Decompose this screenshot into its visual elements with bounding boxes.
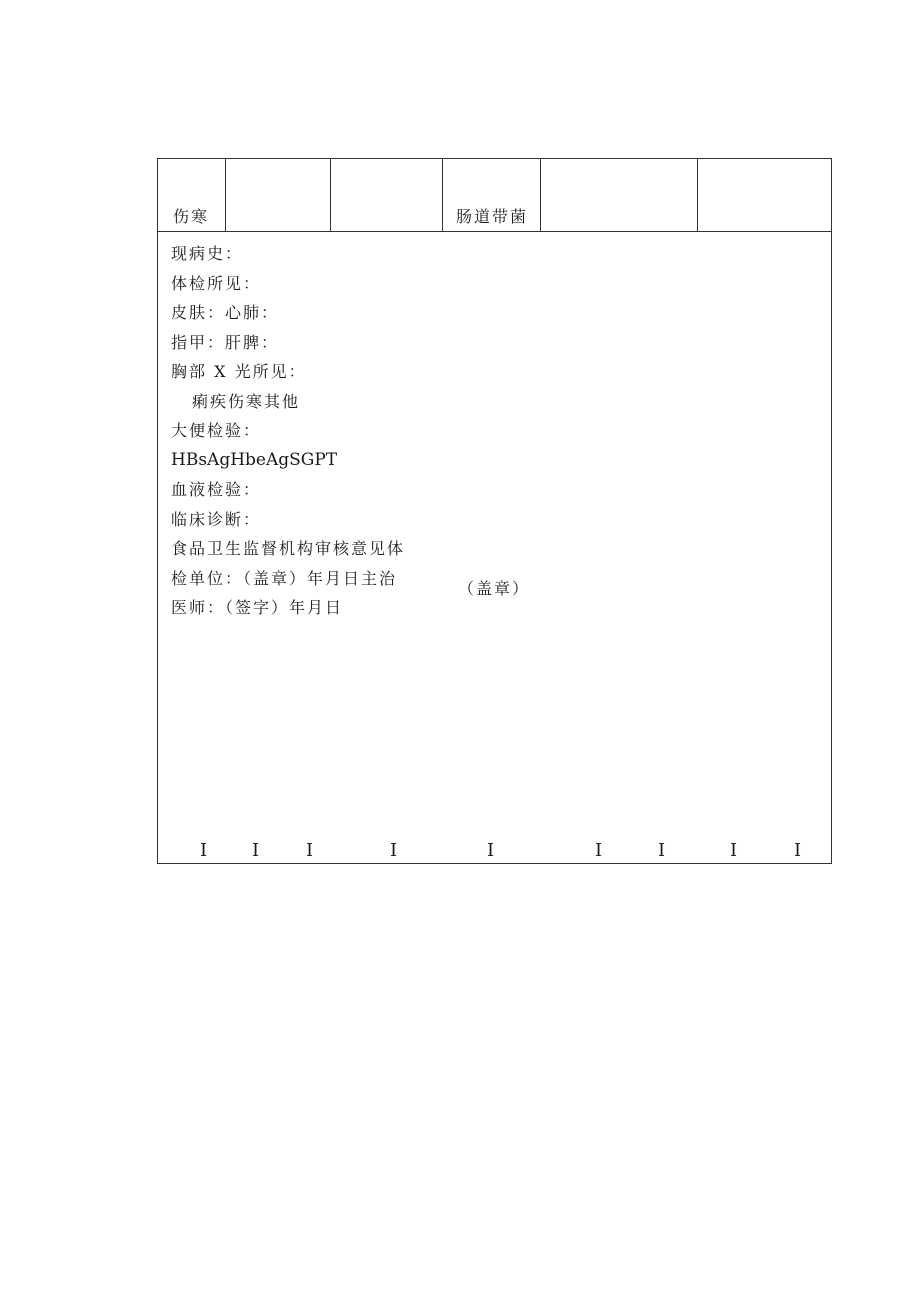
intestinal-carrier-label: 肠道带菌: [456, 207, 529, 226]
column-divider: [442, 159, 443, 231]
tick-mark: I: [730, 840, 738, 861]
tick-mark: I: [487, 840, 495, 861]
chest-xray-line: 胸部 X 光所见：: [171, 362, 307, 381]
tick-mark: I: [595, 840, 603, 861]
physician-line: 医师：（签字）年月日: [171, 598, 344, 617]
history-line: 现病史：: [171, 244, 244, 263]
skin-heart-lung-line: 皮肤：心肺：: [171, 303, 280, 322]
tick-mark: I: [200, 840, 208, 861]
exam-form-table: [157, 158, 832, 864]
typhoid-label: 伤寒: [173, 207, 210, 226]
review-opinion-line: 食品卫生监督机构审核意见体: [171, 539, 406, 558]
hbsag-line: HBsAgHbeAgSGPT: [171, 449, 338, 470]
column-divider: [225, 159, 226, 231]
header-row: [158, 159, 831, 232]
nail-liver-spleen-line: 指甲：肝脾：: [171, 332, 280, 352]
blood-test-line: 血液检验：: [171, 480, 262, 499]
tick-mark: I: [794, 840, 802, 861]
tick-mark: I: [306, 840, 314, 861]
exam-details: [171, 239, 441, 623]
tick-mark: I: [252, 840, 260, 861]
tick-mark: I: [390, 840, 398, 861]
column-divider: [697, 159, 698, 231]
tick-mark: I: [658, 840, 666, 861]
column-divider: [330, 159, 331, 231]
dysentery-typhoid-other-line: 痢疾伤寒其他: [192, 391, 301, 411]
stool-test-line: 大便检验：: [171, 421, 262, 440]
diagnosis-line: 临床诊断：: [171, 509, 262, 529]
exam-unit-line: 检单位：（盖章）年月日主治: [171, 568, 398, 588]
findings-line: 体检所见：: [171, 273, 262, 293]
column-divider: [540, 159, 541, 231]
stamp-label: （盖章）: [458, 579, 531, 598]
